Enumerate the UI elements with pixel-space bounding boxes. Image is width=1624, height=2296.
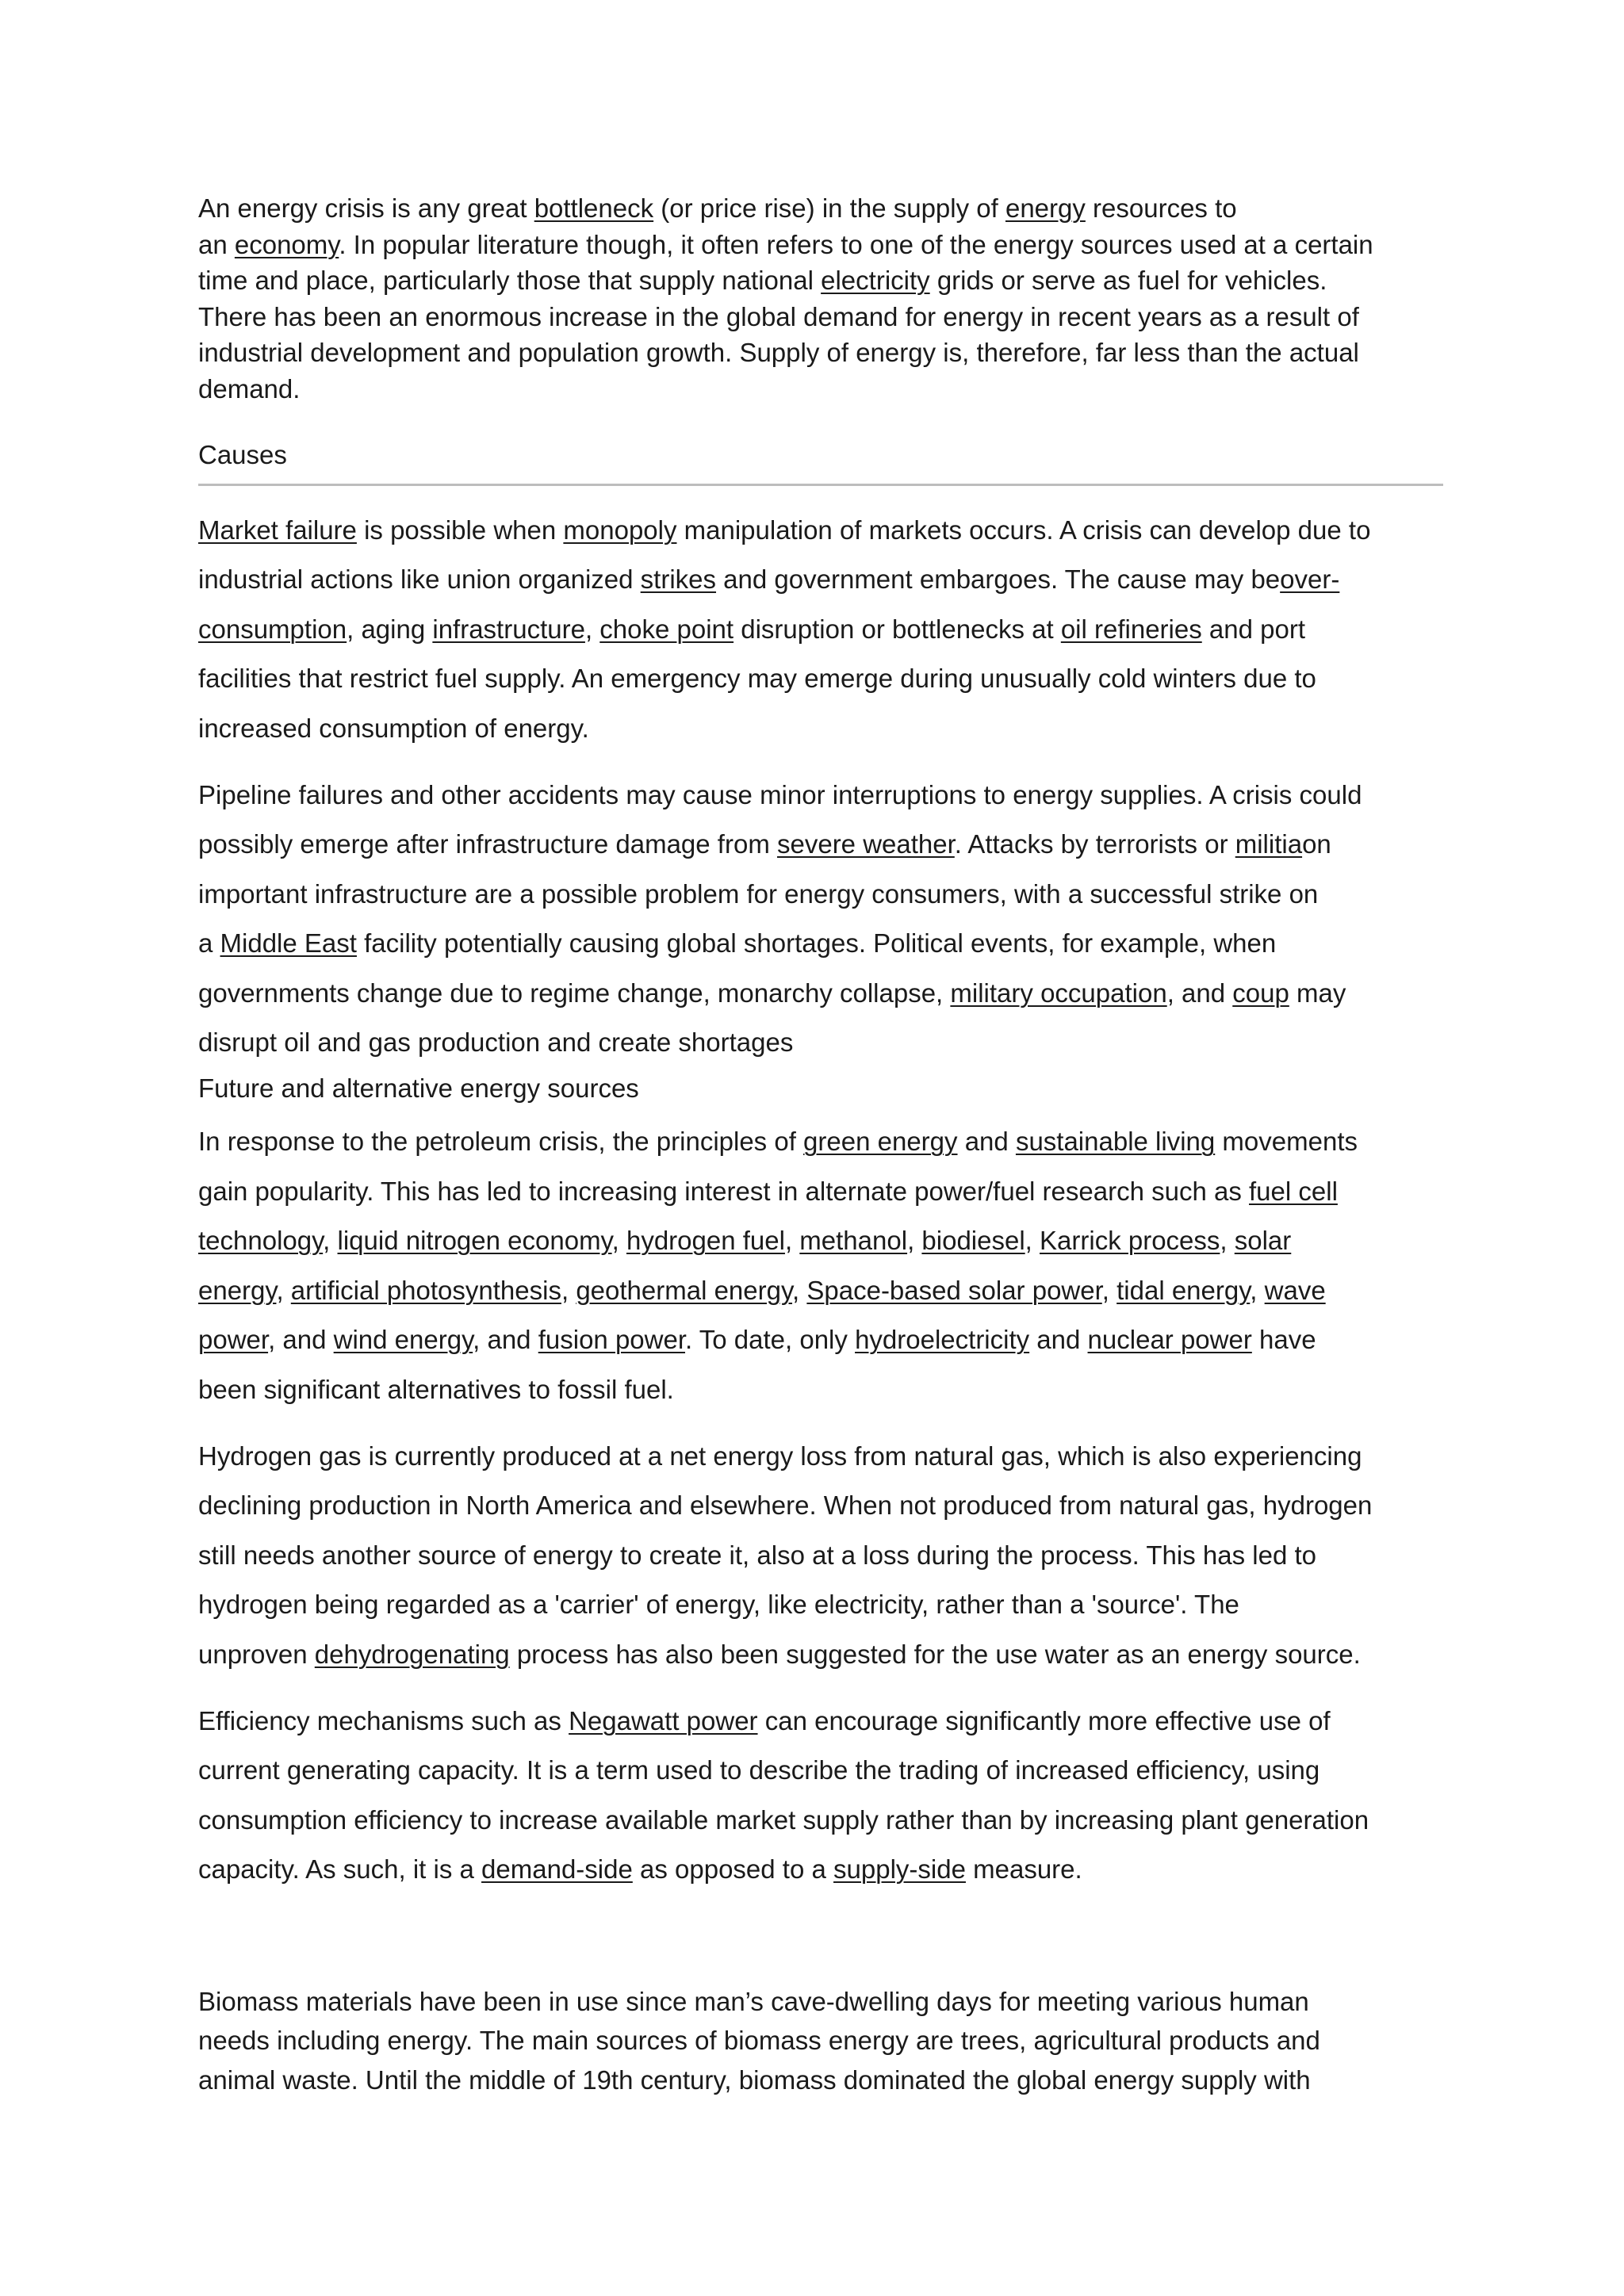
intro-paragraph	[198, 190, 1443, 407]
section-heading-causes: Causes	[198, 437, 1443, 486]
inline-link[interactable]: military occupation	[950, 978, 1167, 1008]
inline-link[interactable]: energy	[1005, 193, 1086, 223]
text-run: ,	[276, 1275, 291, 1305]
text-run: consumption efficiency to increase available market supply rather than by increasing plant generation	[198, 1804, 1369, 1835]
text-run: ,	[1220, 1226, 1235, 1256]
inline-link[interactable]: fusion power	[538, 1325, 686, 1355]
inline-link[interactable]: Space-based solar power	[806, 1275, 1102, 1305]
inline-link[interactable]: hydrogen fuel	[626, 1226, 785, 1256]
text-run: have	[1251, 1325, 1316, 1355]
text-run: There has been an enormous increase in the global demand for energy in recent years as a result of	[198, 301, 1359, 331]
text-run: disruption or bottlenecks at	[733, 614, 1061, 644]
inline-link[interactable]: severe weather	[776, 829, 955, 859]
text-run: ,	[792, 1275, 807, 1305]
inline-link[interactable]: Karrick process	[1040, 1226, 1220, 1256]
inline-link[interactable]: dehydrogenating	[314, 1639, 510, 1669]
text-run: industrial development and population growth. Supply of energy is, therefore, far less than the actual	[198, 338, 1359, 367]
text-run: time and place, particularly those that supply national	[198, 266, 822, 295]
text-run: , aging	[347, 614, 433, 644]
inline-link[interactable]: militia	[1235, 829, 1303, 859]
inline-link[interactable]: artificial photosynthesis	[290, 1275, 561, 1305]
text-run: may	[1289, 978, 1346, 1008]
text-run: ,	[561, 1275, 576, 1305]
text-run: manipulation of markets occurs. A crisis can develop due to	[676, 515, 1371, 545]
causes-paragraph-2	[198, 771, 1443, 1067]
text-run: Biomass materials have been in use since man’s cave-dwelling days for meeting various human	[198, 1986, 1309, 2016]
text-run: and	[957, 1127, 1016, 1157]
text-run: ,	[784, 1226, 800, 1256]
text-run: ,	[611, 1226, 626, 1256]
inline-link[interactable]: economy	[234, 229, 339, 259]
text-run: as opposed to a	[632, 1854, 834, 1885]
text-run: and government embargoes. The cause may be	[716, 564, 1281, 595]
inline-link[interactable]: infrastructure	[432, 614, 585, 644]
inline-link[interactable]: wave	[1264, 1275, 1326, 1305]
text-run: facilities that restrict fuel supply. An emergency may emerge during unusually cold winters due to	[198, 664, 1316, 694]
text-run: can encourage significantly more effective use of	[757, 1705, 1331, 1735]
text-run: unproven	[198, 1639, 315, 1669]
text-run: capacity. As such, it is a	[198, 1854, 482, 1885]
inline-link[interactable]: green energy	[803, 1127, 958, 1157]
text-run: and port	[1201, 614, 1305, 644]
text-run: been significant alternatives to fossil fuel.	[198, 1374, 674, 1404]
text-run: facility potentially causing global shortages. Political events, for example, when	[356, 928, 1277, 959]
inline-link[interactable]: technology	[198, 1226, 324, 1256]
inline-link[interactable]: electricity	[821, 266, 930, 295]
section-heading-future: Future and alternative energy sources	[198, 1073, 639, 1104]
future-paragraph-3	[198, 1697, 1443, 1895]
text-run: Pipeline failures and other accidents may cause minor interruptions to energy supplies. A crisis could	[198, 780, 1362, 810]
text-run: resources to	[1085, 193, 1237, 223]
text-run: Efficiency mechanisms such as	[198, 1705, 569, 1735]
text-run: on	[1302, 829, 1331, 859]
text-run: an	[198, 229, 235, 259]
text-run: . To date, only	[685, 1325, 856, 1355]
inline-link[interactable]: strikes	[640, 564, 717, 595]
text-run: declining production in North America and elsewhere. When not produced from natural gas, hydrogen	[198, 1490, 1373, 1521]
biomass-paragraph	[198, 1982, 1443, 2100]
text-run: , and	[1166, 978, 1233, 1008]
text-run: . Attacks by terrorists or	[954, 829, 1235, 859]
future-paragraph-2	[198, 1432, 1443, 1679]
inline-link[interactable]: over-	[1280, 564, 1340, 595]
inline-link[interactable]: Market failure	[198, 515, 357, 545]
document-page	[198, 190, 1443, 2099]
text-run: ,	[1250, 1275, 1265, 1305]
text-run: hydrogen being regarded as a 'carrier' of energy, like electricity, rather than a 'source'. The	[198, 1590, 1239, 1620]
text-run: increased consumption of energy.	[198, 713, 589, 743]
inline-link[interactable]: oil refineries	[1060, 614, 1202, 644]
text-run: possibly emerge after infrastructure damage from	[198, 829, 777, 859]
inline-link[interactable]: wind energy	[333, 1325, 473, 1355]
inline-link[interactable]: geothermal energy	[576, 1275, 793, 1305]
text-run: still needs another source of energy to create it, also at a loss during the process. This has led to	[198, 1540, 1317, 1570]
text-run: is possible when	[356, 515, 564, 545]
inline-link[interactable]: bottleneck	[534, 193, 654, 223]
text-run: current generating capacity. It is a term used to describe the trading of increased efficiency, using	[198, 1755, 1320, 1785]
future-paragraph-1	[198, 1117, 1443, 1414]
text-run: ,	[584, 614, 600, 644]
causes-paragraph-1	[198, 506, 1443, 753]
text-run: needs including energy. The main sources of biomass energy are trees, agricultural products and	[198, 2026, 1320, 2056]
text-run: and	[1029, 1325, 1088, 1355]
text-run: ,	[1025, 1226, 1040, 1256]
inline-link[interactable]: hydroelectricity	[855, 1325, 1030, 1355]
inline-link[interactable]: energy	[198, 1275, 277, 1305]
text-run: governments change due to regime change, monarchy collapse,	[198, 978, 951, 1008]
inline-link[interactable]: solar	[1234, 1226, 1292, 1256]
inline-link[interactable]: biodiesel	[921, 1226, 1025, 1256]
inline-link[interactable]: supply-side	[833, 1854, 966, 1885]
text-run: , and	[268, 1325, 334, 1355]
inline-link[interactable]: choke point	[599, 614, 734, 644]
text-run: disrupt oil and gas production and create shortages	[198, 1027, 794, 1058]
inline-link[interactable]: sustainable living	[1015, 1127, 1216, 1157]
inline-link[interactable]: monopoly	[563, 515, 677, 545]
text-run: In response to the petroleum crisis, the principles of	[198, 1127, 804, 1157]
text-run: industrial actions like union organized	[198, 564, 641, 595]
inline-link[interactable]: tidal energy	[1116, 1275, 1251, 1305]
text-run: Hydrogen gas is currently produced at a net energy loss from natural gas, which is also experiencing	[198, 1441, 1362, 1471]
inline-link[interactable]: Negawatt power	[569, 1705, 758, 1735]
text-run: gain popularity. This has led to increasing interest in alternate power/fuel research such as	[198, 1176, 1250, 1206]
text-run: ,	[1101, 1275, 1117, 1305]
text-run: (or price rise) in the supply of	[653, 193, 1005, 223]
inline-link[interactable]: demand-side	[481, 1854, 633, 1885]
text-run: animal waste. Until the middle of 19th century, biomass dominated the global energy supply with	[198, 2064, 1311, 2095]
text-run: An energy crisis is any great	[198, 193, 534, 223]
inline-link[interactable]: Middle East	[220, 928, 357, 959]
text-run: , and	[473, 1325, 538, 1355]
inline-link[interactable]: liquid nitrogen economy	[337, 1226, 612, 1256]
text-run: process has also been suggested for the use water as an energy source.	[509, 1639, 1361, 1669]
text-run: a	[198, 928, 220, 959]
text-run: demand.	[198, 373, 301, 404]
inline-link[interactable]: nuclear power	[1087, 1325, 1252, 1355]
inline-link[interactable]: consumption	[198, 614, 347, 644]
text-run: measure.	[965, 1854, 1082, 1885]
text-run: important infrastructure are a possible problem for energy consumers, with a successful strike on	[198, 878, 1319, 909]
inline-link[interactable]: power	[198, 1325, 269, 1355]
text-run: movements	[1215, 1127, 1358, 1157]
text-run: . In popular literature though, it often refers to one of the energy sources used at a certain	[339, 229, 1373, 259]
text-run: grids or serve as fuel for vehicles.	[929, 266, 1327, 295]
inline-link[interactable]: coup	[1232, 978, 1289, 1008]
inline-link[interactable]: methanol	[799, 1226, 908, 1256]
text-run: ,	[907, 1226, 922, 1256]
inline-link[interactable]: fuel cell	[1249, 1176, 1338, 1206]
text-run: ,	[323, 1226, 338, 1256]
